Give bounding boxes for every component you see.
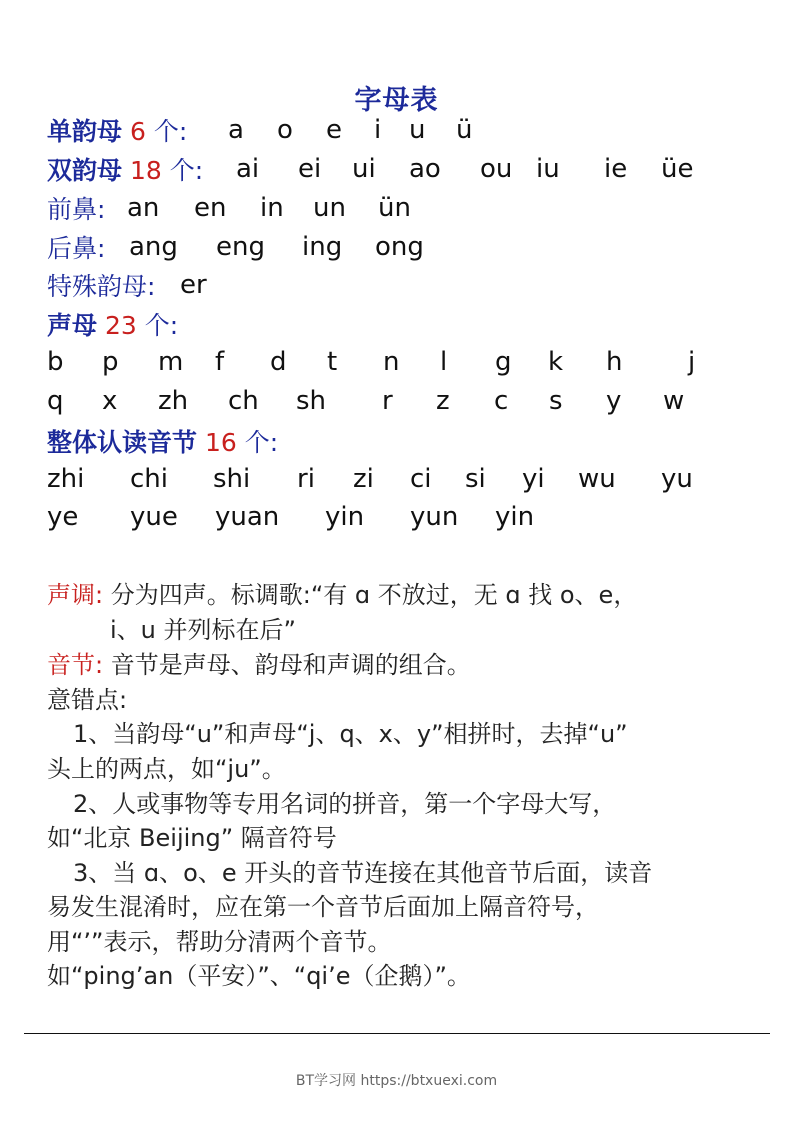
single-finals-label: 单韵母 [47,117,123,146]
pinyin-item: n [383,347,400,377]
special-final-label: 特殊韵母: [47,272,156,301]
pinyin-item: o [277,115,293,145]
pinyin-item: w [663,386,685,416]
footer-divider [24,1033,770,1034]
pinyin-item: ang [129,232,178,262]
pinyin-item: yin [495,502,535,532]
pinyin-item: r [382,386,393,416]
pinyin-item: yin [325,502,365,532]
pinyin-item: s [549,386,563,416]
pinyin-item: ing [302,232,343,262]
pitfall-1-line-1: 1、当韵母“u”和声母“j、q、x、y”相拼时，去掉“u” [73,720,628,748]
pinyin-item: yi [522,464,545,494]
pinyin-item: zhi [47,464,85,494]
pinyin-item: ai [236,154,260,184]
pinyin-item: eng [216,232,265,262]
initials-count: 23 [104,311,137,340]
pinyin-item: en [194,193,227,223]
pitfall-3-line-4: 如“ping’an（平安）”、“qi’e（企鹅）”。 [47,962,471,990]
pinyin-item: an [127,193,160,223]
page-title: 字母表 [354,85,439,116]
tones-line-2: i、u 并列标在后” [110,616,296,644]
pinyin-item: ün [378,193,411,223]
pinyin-item: si [465,464,486,494]
whole-syllables-count: 16 [204,428,237,457]
initials-row [47,309,178,343]
compound-finals-unit: 个: [169,156,204,185]
pinyin-item: ch [228,386,259,416]
pinyin-item: wu [578,464,616,494]
whole-syllables-row [47,426,278,460]
whole-syllables-label: 整体认读音节 [47,428,198,457]
pitfall-3-line-2: 易发生混淆时，应在第一个音节后面加上隔音符号， [47,893,599,921]
pinyin-item: h [606,347,623,377]
pinyin-item: k [548,347,564,377]
pinyin-item: yun [410,502,459,532]
front-nasal-row [47,193,105,227]
pinyin-item: q [47,386,64,416]
initials-label: 声母 [47,311,98,340]
syllable-line [47,648,471,682]
pinyin-item: ü [456,115,473,145]
syllable-text: 音节是声母、韵母和声调的组合。 [110,651,471,679]
pinyin-item: x [102,386,118,416]
compound-finals-count: 18 [129,156,162,185]
pitfall-3-line-3: 用“’”表示，帮助分清两个音节。 [47,928,392,956]
pinyin-item: e [326,115,342,145]
syllable-label: 音节: [47,651,104,679]
pinyin-item: f [215,347,225,377]
pinyin-item: g [495,347,512,377]
pinyin-item: un [313,193,346,223]
pinyin-item: d [270,347,287,377]
tones-label: 声调: [47,581,104,609]
pinyin-item: ri [297,464,315,494]
compound-finals-row [47,154,203,188]
back-nasal-row [47,232,105,266]
pinyin-item: ci [410,464,432,494]
pinyin-item: yu [661,464,693,494]
pitfalls-label: 意错点: [47,686,128,714]
footer-source: BT学习网 https://btxuexi.com [295,1073,498,1089]
pitfall-1-line-2: 头上的两点，如“ju”。 [47,755,286,783]
front-nasal-label: 前鼻: [47,195,106,224]
pinyin-item: sh [296,386,327,416]
single-finals-row [47,115,187,149]
pinyin-item: c [494,386,509,416]
pinyin-item: z [436,386,450,416]
back-nasal-label: 后鼻: [47,234,106,263]
pinyin-item: a [228,115,244,145]
pinyin-item: yuan [215,502,280,532]
pinyin-item: l [440,347,448,377]
pinyin-item: b [47,347,64,377]
pinyin-item: j [688,347,696,377]
pinyin-item: i [374,115,382,145]
pinyin-item: u [409,115,426,145]
single-finals-count: 6 [129,117,146,146]
pinyin-item: yue [130,502,178,532]
pinyin-item: m [158,347,184,377]
pinyin-item: t [327,347,338,377]
pinyin-item: ui [352,154,376,184]
pinyin-item: ou [480,154,513,184]
pinyin-item: zi [353,464,374,494]
pitfall-3-line-1: 3、当 ɑ、o、e 开头的音节连接在其他音节后面，读音 [73,859,653,887]
initials-unit: 个: [144,311,179,340]
pinyin-item: ao [409,154,441,184]
whole-syllables-unit: 个: [244,428,279,457]
single-finals-unit: 个: [153,117,188,146]
pinyin-item: ye [47,502,79,532]
pinyin-item: ong [375,232,424,262]
pinyin-item: zh [158,386,189,416]
pitfall-2-line-1: 2、人或事物等专用名词的拼音，第一个字母大写， [73,790,617,818]
pinyin-item: iu [536,154,560,184]
pinyin-item: y [606,386,622,416]
pinyin-item: chi [130,464,168,494]
pinyin-item: in [260,193,284,223]
compound-finals-label: 双韵母 [47,156,123,185]
pinyin-item: shi [213,464,251,494]
pinyin-item: üe [661,154,694,184]
pitfall-2-line-2: 如“北京 Beijing” 隔音符号 [47,824,337,852]
pinyin-item: er [180,270,207,300]
tones-line-1 [47,578,637,612]
special-final-row [47,270,155,304]
pinyin-item: ie [604,154,628,184]
pinyin-item: p [102,347,119,377]
pinyin-item: ei [298,154,322,184]
tones-text-1: 分为四声。标调歌:“有 ɑ 不放过，无 ɑ 找 o、e， [110,581,638,609]
